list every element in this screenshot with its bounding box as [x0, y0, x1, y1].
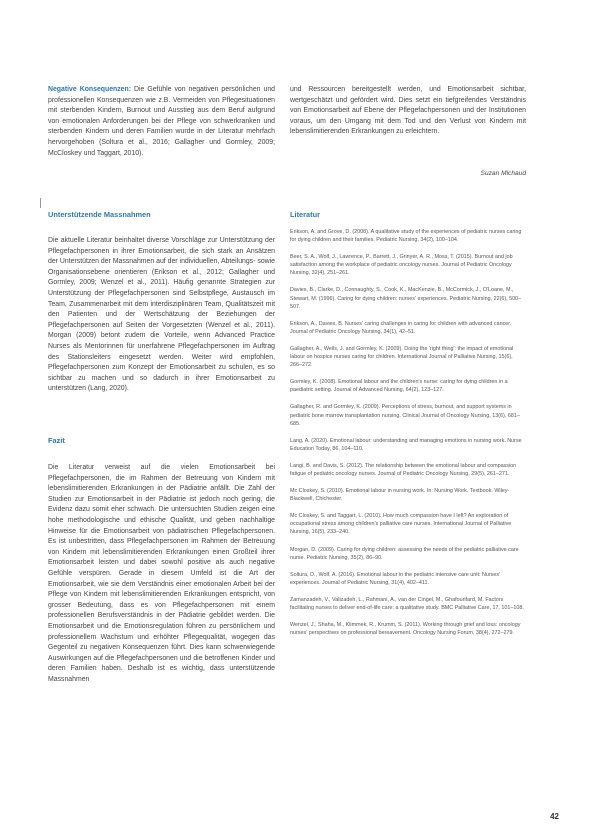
reference-entry: Mc Closkey, S. and Taggart, L. (2010). How much compassion have I left? An exploration of occupational stress among children's palliative care nurses. International Journal of Palliative Nursing, 16(5), 233–240. — [290, 513, 512, 536]
reference-list — [290, 228, 526, 646]
reference-entry: Erikson, A., Davies, B. Nurses' caring challenges in caring for children with advanced cancer. Journal of Pediatric Oncology Nursing, 34(1), 42–51. — [290, 320, 512, 335]
fazit-paragraph: Die Literatur verweist auf die vielen Emotionsarbeit bei Pflegefachpersonen, die im Rahmen der Betreuung von Kindern mit lebenslimitierenden Erkrankungen in der Pädiatrie anfällt. Die Zahl der Studien zur Emotionsarbeit in der Pädiatrie ist jedoch noch gering, die Evidenz dazu somit eher schwach. Die untersuchten Studien zeigen eine hohe methodologische und ethische Qualität, und geben nachhaltige Hinweise für die Emotionsarbeit von pädiatrischen Pflegefachpersonen. Es ist unbestritten, dass Pflegefachpersonen im Rahmen der Betreuung von Kindern mit lebenslimitierenden Erkrankungen einen Großteil ihrer Emotionsarbeit leisten und dabei sowohl positive als auch negative Gefühle verspüren. Gerade in diesem Umfeld ist die Art der Emotionsarbeit, wie sie dem Verständnis einer emotionalen Arbeit bei der Pflege von Kindern mit lebenslimitierenden Erkrankungen entspricht, von grosser Bedeutung, dass es von Pflegefachpersonen mit einem professionellen Berufsverständnis in der Pädiatrie gebildet werden. Die Emotionsarbeit und die Emotionsregulation führen zu persönlichem und professionellem Wachstum und erhöhter Pflegequalität, wogegen das Gegenteil zu negativen Konsequenzen führt. Dies kann schwerwiegende Auswirkungen auf die Pflegefachpersonen und die betroffenen Kinder und deren Familien haben. Deshalb ist es wichtig, dass unterstützende Massnahmen — [48, 464, 275, 683]
page-number: 42 — [550, 812, 559, 821]
fazit-column — [48, 463, 275, 685]
section-heading-fazit: Fazit — [48, 436, 65, 445]
right-column — [290, 85, 526, 138]
reference-entry: Morgan, D. (2009). Caring for dying children: assessing the needs of the pediatric palliative care nurse. Pediatric Nursing, 35(2), 86–90. — [290, 546, 519, 561]
intro-paragraph — [48, 85, 275, 159]
support-column — [48, 236, 275, 395]
intro-text: Die Gefühle von negativen persönlichen und professionellen Konsequenzen wie z.B. Vermeiden von Pflegesituationen mit sterbenden Kindern, Burnout und Ausstieg aus dem Beruf aufgrund von emotionalen Anforderungen bei der Pflege von schwerkranken und sterbenden Kindern und deren Familien wurde in der Literatur mehrfach hervorgehoben (Soltura et al., 2016; Gallagher und Gormley, 2009; McCloskey und Taggart, 2010). — [48, 86, 275, 157]
continuation-paragraph: und Ressourcen bereitgestellt werden, und Emotionsarbeit sichtbar, wertgeschätzt und gefördert wird. Dies setzt ein tiefgreifendes Verständnis von Emotionsarbeit auf Ebene der Pflegefachpersonen und der Institutionen voraus, um den Umgang mit dem Tod und den Verlust von Kindern mit lebenslimitierenden Erkrankungen zu erleichtern. — [290, 86, 526, 136]
intro-lead: Negative Konsequenzen: — [48, 86, 132, 93]
left-column — [48, 85, 275, 159]
reference-entry: Beer, S. A., Wolf, J., Lawrence, P., Barrett, J., Grinyer, A. R., Moss, T. (2015). Burnout and job satisfaction among the workplace of pediatric oncology nurses. Journal of Pediatric Oncology Nursing, 32(4), 251–261. — [290, 254, 513, 277]
section-heading-support: Unterstützende Massnahmen — [48, 210, 151, 219]
reference-entry: Mc Closkey, S. (2010). Emotional labour in nursing work. In: Nursing Work. Textbook. Wiley-Blackwell, Chichester. — [290, 488, 510, 503]
reference-entry: Lang, A. (2020). Emotional labour: understanding and managing emotions in nursing work. Nurse Education Today, 86, 104–110. — [290, 437, 522, 452]
reference-entry: Gallagher, R. and Gormley, K. (2009). Perceptions of stress, burnout, and support systems in pediatric bone marrow transplantation nursing. Clinical Journal of Oncology Nursing, 13(6), 681–685. — [290, 404, 520, 427]
reference-entry: Soltura, D., Wolf, A. (2016). Emotional labour in the pediatric intensive care unit: Nurses' experiences. Journal of Pediatric Nursing, 31(4), 402–411. — [290, 571, 501, 586]
section-heading-literature: Literatur — [290, 210, 320, 219]
reference-entry: Erikson, A. and Grove, D. (2008). A qualitative study of the experiences of pediatric nurses caring for dying children and their families. Pediatric Nursing, 34(2), 100–104. — [290, 229, 522, 244]
reference-entry: Davies, B., Clarke, D., Connaughty, S., Cook, K., MacKenzie, B., McCormick, J., O'Loane, M., Stewart, M. (1996). Caring for dying children: nurses' experiences. Pediatric Nursing, 22(6), 500–507. — [290, 287, 522, 310]
reference-entry: Gormley, K. (2008). Emotional labour and the children's nurse: caring for dying children in a paediatric setting. Journal of Advanced Nursing, 64(2), 123–127. — [290, 379, 508, 394]
reference-entry: Zamanzadeh, V., Valizadeh, L., Rahmani, A., van der Cingel, M., Ghafourifard, M. Factors facilitating nurses to deliver end-of-life care: a qualitative study. BMC Palliative Care, 17, 101–108. — [290, 596, 524, 611]
author-name: Suzan Michaud — [480, 170, 526, 177]
margin-rule — [40, 198, 41, 208]
reference-entry: Wenzel, J., Shaha, M., Klimmek, R., Krumm, S. (2011). Working through grief and loss: oncology nurses' perspectives on professional bereavement. Oncology Nursing Forum, 38(4), 272–279. — [290, 622, 521, 637]
reference-entry: Langi, B. and Davis, S. (2012). The relationship between the emotional labour and compassion fatigue of pediatric oncology nurses. Journal of Pediatric Oncology Nursing, 29(5), 261–271. — [290, 462, 517, 477]
support-paragraph: Die aktuelle Literatur beinhaltet diverse Vorschläge zur Unterstützung der Pflegefachpersonen in ihrer Emotionsarbeit, die sich stark an Ansätzen der Unterstützen der Massnahmen auf der individuellen, Abteilungs- sowie Organisationsebene orientieren (Erikson et al., 2012; Gallagher und Gormley, 2009; Wenzel et al., 2011). Häufig genannte Strategien zur Unterstützung der Pflegefachpersonen sind Selbstpflege, Austausch im Team, Zusammenarbeit mit dem interdisziplinären Team, Qualitätszeit mit den Patienten und der Wertschätzung der Beziehungen der Pflegefachpersonen auf Seiten der Vorgesetzten (Wenzel et al., 2011). Morgan (2009) betont zudem die Vorteile, wenn Advanced Practice Nurses als Mentorinnen für unerfahrene Pflegefachpersonen im Auftrag des Stationsleiters eingesetzt werden. Weiter wird empfohlen, Pflegefachpersonen zum Konzept der Emotionsarbeit zu schulen, es so sichtbar zu machen und so dadurch in ihrer Emotionsarbeit zu unterstützen (Lang, 2020). — [48, 237, 275, 393]
reference-entry: Gallagher, A., Wells, J. and Gormley, K. (2009). Doing the 'right thing': the impact of emotional labour on hospice nurses caring for children. International Journal of Palliative Nursing, 15(6), 266–272. — [290, 345, 514, 369]
